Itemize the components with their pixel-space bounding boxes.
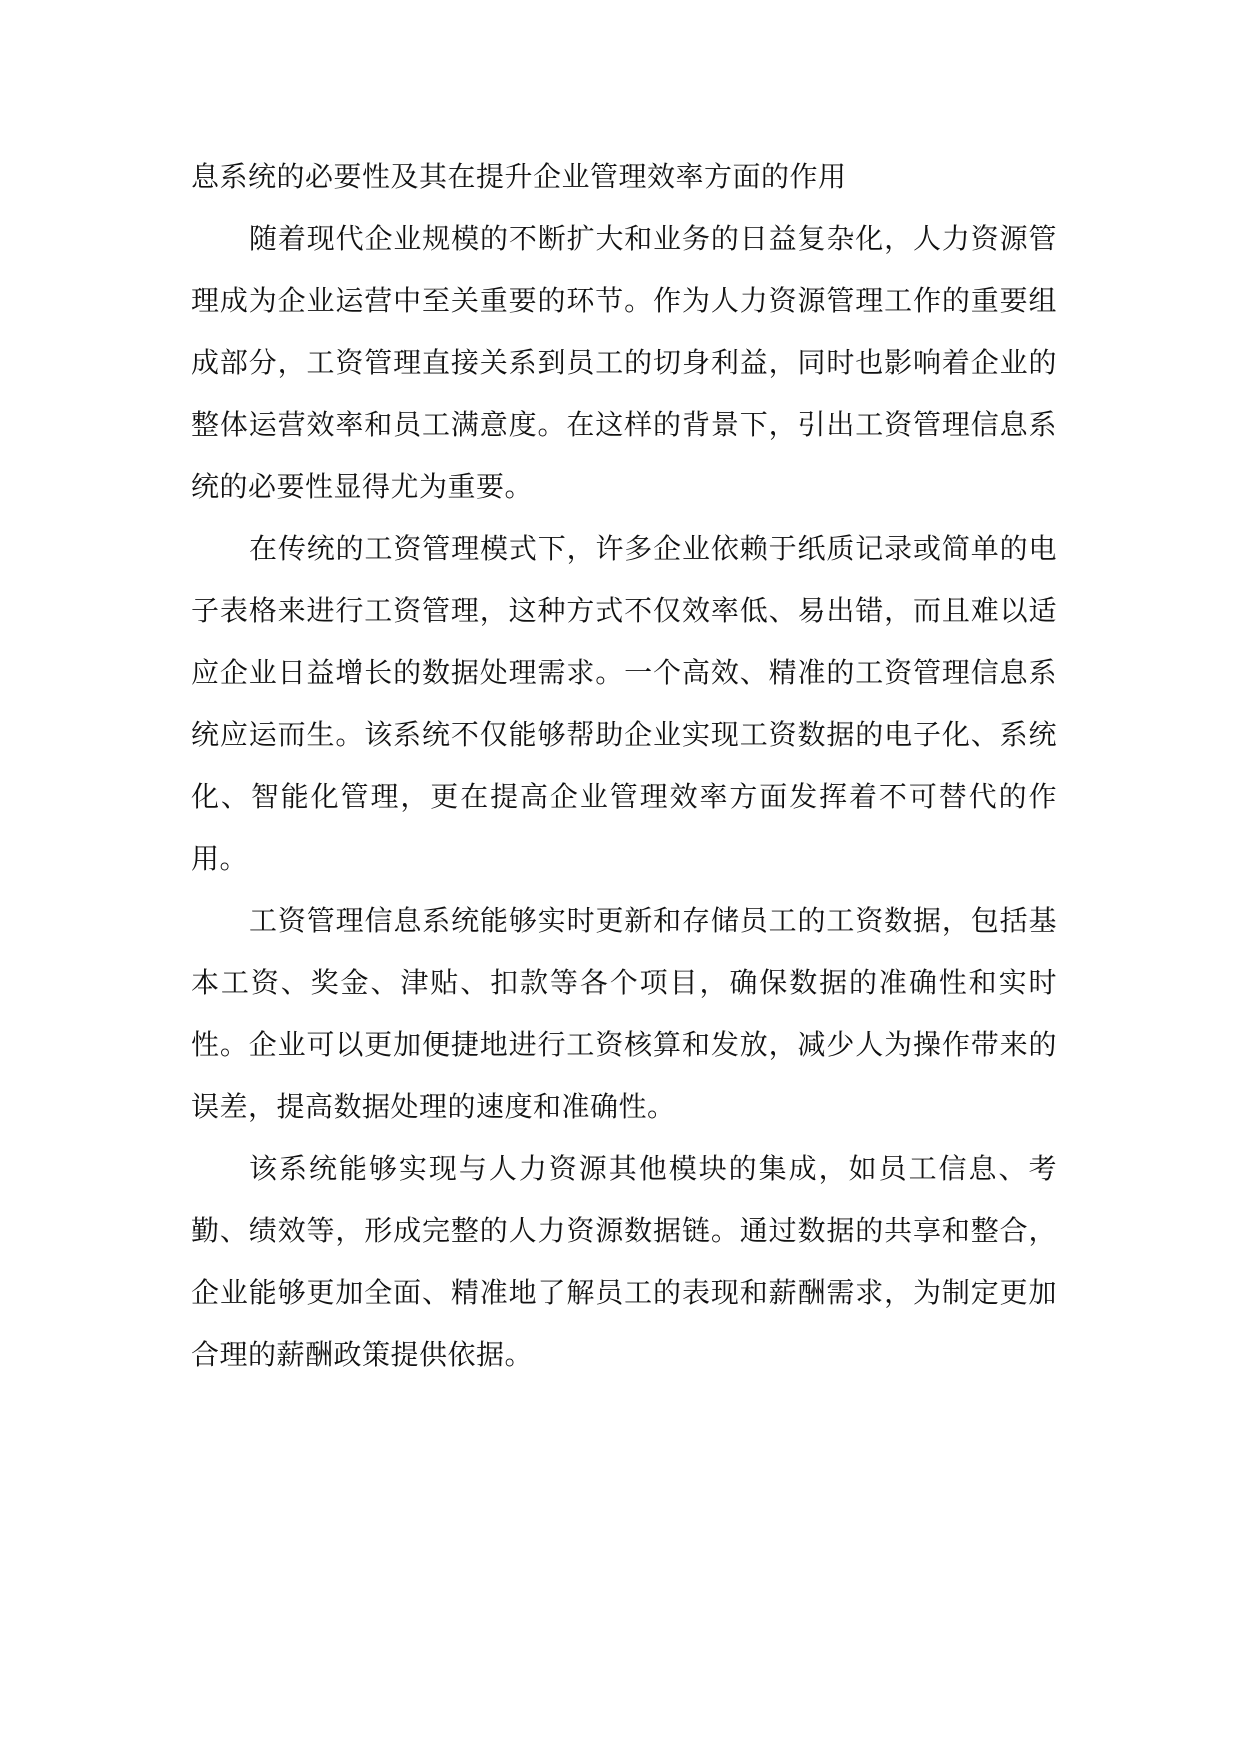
- continuation-line: 息系统的必要性及其在提升企业管理效率方面的作用: [191, 160, 847, 193]
- paragraph-3: 工资管理信息系统能够实时更新和存储员工的工资数据，包括基本工资、奖金、津贴、扣款等各个项目，确保数据的准确性和实时性。企业可以更加便捷地进行工资核算和发放，减少人为操作带来的误差，提高数据处理的速度和准确性。: [191, 904, 1057, 1123]
- paragraph-1: 随着现代企业规模的不断扩大和业务的日益复杂化，人力资源管理成为企业运营中至关重要的环节。作为人力资源管理工作的重要组成部分，工资管理直接关系到员工的切身利益，同时也影响着企业的整体运营效率和员工满意度。在这样的背景下，引出工资管理信息系统的必要性显得尤为重要。: [191, 222, 1057, 503]
- paragraph-4: 该系统能够实现与人力资源其他模块的集成，如员工信息、考勤、绩效等，形成完整的人力资源数据链。通过数据的共享和整合，企业能够更加全面、精准地了解员工的表现和薪酬需求，为制定更加合理的薪酬政策提供依据。: [191, 1152, 1057, 1371]
- document-body: [191, 146, 1057, 1386]
- paragraph-2: 在传统的工资管理模式下，许多企业依赖于纸质记录或简单的电子表格来进行工资管理，这种方式不仅效率低、易出错，而且难以适应企业日益增长的数据处理需求。一个高效、精准的工资管理信息系统应运而生。该系统不仅能够帮助企业实现工资数据的电子化、系统化、智能化管理，更在提高企业管理效率方面发挥着不可替代的作用。: [191, 532, 1057, 875]
